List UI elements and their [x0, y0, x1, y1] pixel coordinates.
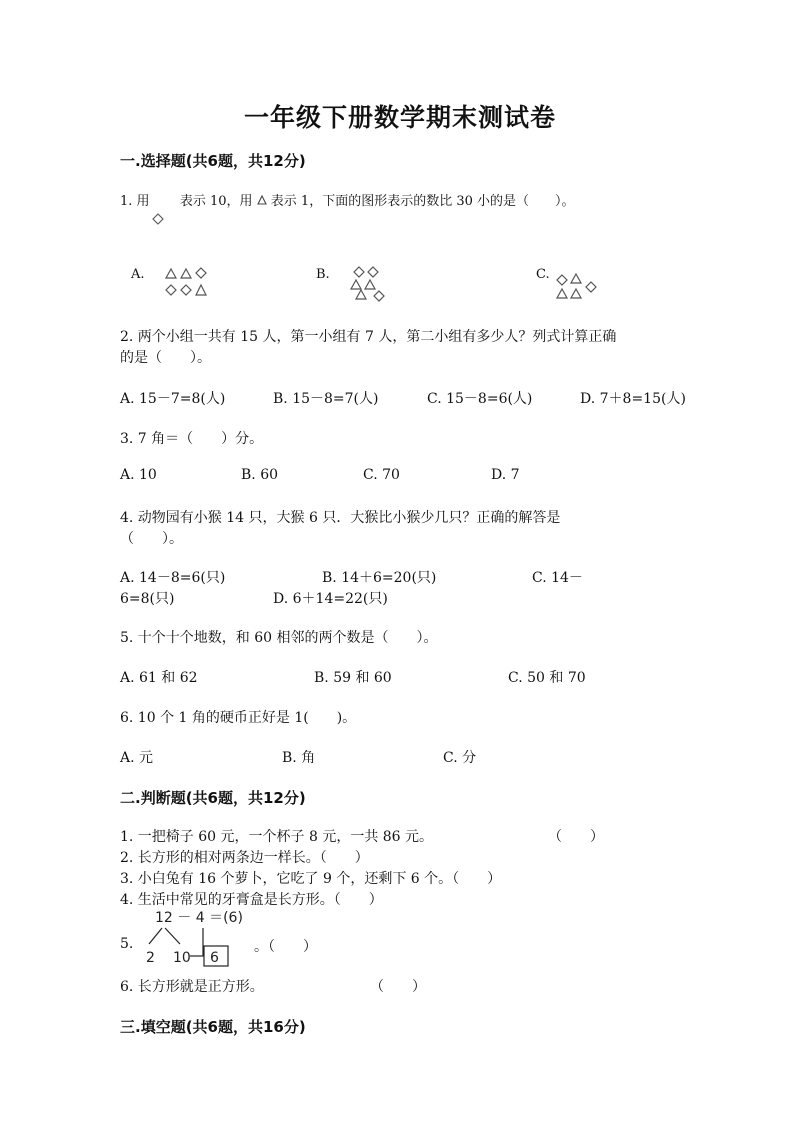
- triangle-icon: [571, 289, 581, 298]
- diamond-icon: [181, 285, 191, 295]
- question-3-option-b[interactable]: B. 60: [241, 467, 279, 483]
- triangle-icon: [351, 280, 361, 289]
- triangle-icon: [365, 280, 375, 289]
- diagram-middle-number: 10: [173, 950, 191, 966]
- judge-item-3: 3. 小白兔有 16 个萝卜，它吃了 9 个，还剩下 6 个。（ ）: [120, 871, 502, 887]
- judge-item-6-answer[interactable]: （ ）: [370, 979, 426, 995]
- question-2-option-d[interactable]: D. 7＋8=15(人): [580, 391, 686, 407]
- question-6-line-1: 6. 10 个 1 角的硬币正好是 1( )。: [120, 710, 357, 726]
- option-label-a[interactable]: A.: [131, 267, 145, 282]
- question-6-option-b[interactable]: B. 角: [282, 750, 316, 766]
- diamond-icon: [374, 291, 384, 301]
- question-4-line-2: （ ）。: [120, 531, 183, 547]
- triangle-icon: [557, 289, 567, 298]
- triangle-icon: [181, 269, 191, 278]
- option-label-b[interactable]: B.: [316, 267, 330, 282]
- question-5-option-a[interactable]: A. 61 和 62: [120, 670, 198, 686]
- question-3-option-c[interactable]: C. 70: [363, 467, 400, 483]
- subtraction-diagram: [140, 906, 250, 968]
- question-3-line-1: 3. 7 角＝（ ）分。: [120, 431, 264, 447]
- question-2-option-c[interactable]: C. 15－8=6(人): [427, 391, 533, 407]
- question-6-option-a[interactable]: A. 元: [120, 750, 154, 766]
- question-5-option-c[interactable]: C. 50 和 70: [508, 670, 586, 686]
- question-6-option-c[interactable]: C. 分: [443, 750, 477, 766]
- diagram-box-number: 6: [210, 950, 219, 966]
- question-1-text-2: 表示 1，下面的图形表示的数比 30 小的是（ ）。: [270, 194, 575, 209]
- page-title: 一年级下册数学期末测试卷: [243, 103, 556, 132]
- question-3-option-d[interactable]: D. 7: [491, 467, 520, 483]
- section-heading-choice: 一.选择题(共6题，共12分): [120, 152, 306, 170]
- judge-item-2: 2. 长方形的相对两条边一样长。（ ）: [120, 850, 369, 866]
- question-3-option-a[interactable]: A. 10: [120, 467, 157, 483]
- diamond-icon: [151, 212, 165, 226]
- question-1-text: 表示 10，用: [179, 194, 253, 209]
- option-c-shapes: [553, 270, 601, 302]
- diamond-icon: [557, 275, 567, 285]
- question-1: [120, 190, 575, 209]
- question-2-option-a[interactable]: A. 15－7=8(人): [120, 391, 226, 407]
- diamond-icon: [586, 282, 596, 292]
- judge-item-1: 1. 一把椅子 60 元，一个杯子 8 元，一共 86 元。: [120, 829, 434, 845]
- diagram-equation: 12 － 4 ＝(6): [155, 910, 243, 926]
- question-4-option-a[interactable]: A. 14－8=6(只): [120, 570, 226, 586]
- question-5-option-b[interactable]: B. 59 和 60: [314, 670, 392, 686]
- diamond-icon: [354, 267, 364, 277]
- option-label-c[interactable]: C.: [536, 267, 550, 282]
- section-heading-fill: 三.填空题(共6题，共16分): [120, 1018, 306, 1036]
- option-b-shapes: [344, 265, 390, 303]
- option-a-shapes: [162, 266, 212, 300]
- triangle-icon: [196, 285, 206, 295]
- judge-item-4: 4. 生活中常见的牙膏盒是长方形。（ ）: [120, 892, 383, 908]
- question-2-option-b[interactable]: B. 15－8=7(人): [273, 391, 379, 407]
- diamond-icon: [368, 267, 378, 277]
- diamond-icon: [166, 285, 176, 295]
- judge-item-5-number: 5.: [120, 936, 134, 952]
- question-1-prefix: 1. 用: [120, 194, 150, 209]
- judge-item-6: 6. 长方形就是正方形。: [120, 979, 264, 995]
- question-4-line-1: 4. 动物园有小猴 14 只，大猴 6 只．大猴比小猴少几只？正确的解答是: [120, 510, 561, 526]
- triangle-icon: [356, 290, 366, 299]
- question-5-line-1: 5. 十个十个地数，和 60 相邻的两个数是（ ）。: [120, 630, 438, 646]
- triangle-icon: [257, 195, 267, 205]
- triangle-icon: [166, 269, 176, 278]
- question-2-line-1: 2. 两个小组一共有 15 人，第一小组有 7 人，第二小组有多少人？列式计算正确: [120, 329, 617, 345]
- section-heading-judge: 二.判断题(共6题，共12分): [120, 789, 306, 807]
- question-4-option-d[interactable]: D. 6＋14=22(只): [273, 591, 388, 607]
- judge-item-5-answer[interactable]: 。（ ）: [254, 939, 317, 955]
- diagram-left-number: 2: [146, 950, 155, 966]
- diamond-icon: [196, 268, 206, 278]
- triangle-icon: [571, 274, 581, 283]
- question-4-option-c-cont[interactable]: 6=8(只): [120, 591, 175, 607]
- question-4-option-c[interactable]: C. 14－: [532, 570, 583, 586]
- judge-item-1-answer[interactable]: （ ）: [548, 829, 604, 845]
- question-4-option-b[interactable]: B. 14＋6=20(只): [322, 570, 437, 586]
- question-2-line-2: 的是（ ）。: [120, 350, 211, 366]
